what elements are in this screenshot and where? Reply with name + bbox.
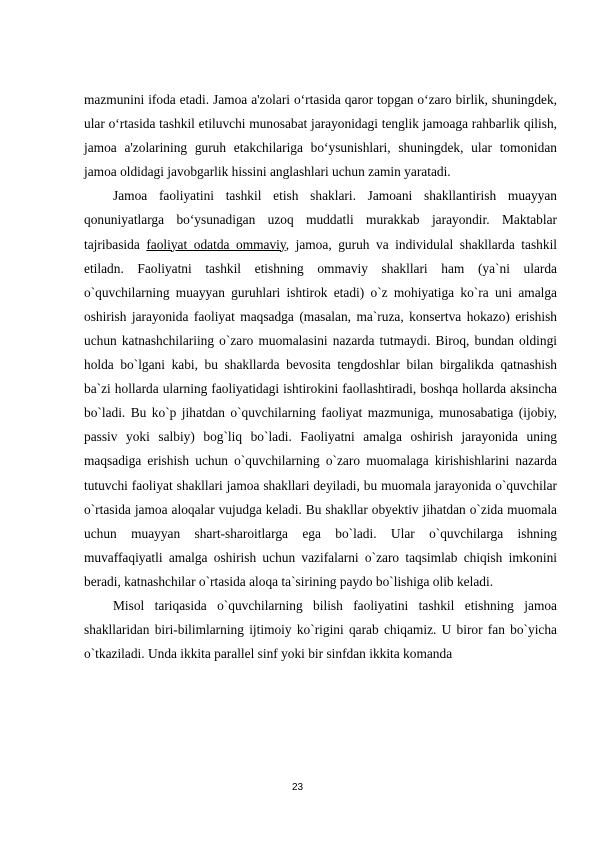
paragraph-2 (84, 184, 557, 594)
underlined-phrase: faoliyat odatda ommaviy (146, 236, 286, 252)
paragraph-1: mazmunini ifoda etadi. Jamoa a'zolari o‘rtasida qaror topgan o‘zaro birlik, shuningdek, ular o‘rtasida tashkil etiluvchi munosabat jarayonidagi tenglik jamoaga rahbarlik qilish, jamoa a'zolarining guruh etakchilariga bo‘ysunishlari, shuningdek, ular tomonidan jamoa oldidagi javobgarlik hissini anglashlari uchun zamin yaratadi. (84, 92, 557, 180)
page-number: 23 (291, 782, 304, 793)
paragraph-2-text-end: , jamoa, guruh va individulal shakllarda tashkil etiladn. Faoliyatni tashkil etishning ommaviy shakllari ham (ya`ni ularda o`quvchilarning muayyan guruhlari ishtirok etadi) o`z mohiyatiga ko`ra uni amalga oshirish jarayonida faoliyat maqsadga (masalan, ma`ruza, konsertva hokazo) erishish uchun katnashchilariing o`zaro muomalasini nazarda tutmaydi. Biroq, bundan oldingi holda bo`lgani kabi, bu shakllarda bevosita tengdoshlar bilan birgalikda qatnashish ba`zi hollarda ularning faoliyatidagi ishtirokini faollashtiradi, boshqa hollarda aksincha bo`ladi. Bu ko`p jihatdan o`quvchilarning faoliyat mazmuniga, munosabatiga (ijobiy, passiv yoki salbiy) bog`liq bo`ladi. Faoliyatni amalga oshirish jarayonida uning maqsadiga erishish uchun o`quvchilarning o`zaro muomalaga kirishishlarini nazarda tutuvchi faoliyat shakllari jamoa shakllari deyiladi, bu muomala jarayonida o`quvchilar o`rtasida jamoa aloqalar vujudga keladi. Bu shakllar obyektiv jihatdan o`zida muomala uchun muayyan shart-sharoitlarga ega bo`ladi. Ular o`quvchilarga ishning muvaffaqiyatli amalga oshirish uchun vazifalarni o`zaro taqsimlab chiqish imkonini beradi, katnashchilar o`rtasida aloqa ta`sirining paydo bo`lishiga olib keladi. (84, 236, 558, 589)
paragraph-3: Misol tariqasida o`quvchilarning bilish faoliyatini tashkil etishning jamoa shakllaridan biri-bilimlarning ijtimoiy ko`rigini qarab chiqamiz. U biror fan bo`yicha o`tkaziladi. Unda ikkita parallel sinf yoki bir sinfdan ikkita komanda (84, 597, 557, 662)
body-text (84, 88, 557, 666)
paragraph-2-text-start: Jamoa faoliyatini tashkil etish shaklari. Jamoani shakllantirish muayyan qonuniyatlarga bo‘ysunadigan uzoq muddatli murakkab jarayondir. Maktablar tajribasida (84, 188, 557, 252)
